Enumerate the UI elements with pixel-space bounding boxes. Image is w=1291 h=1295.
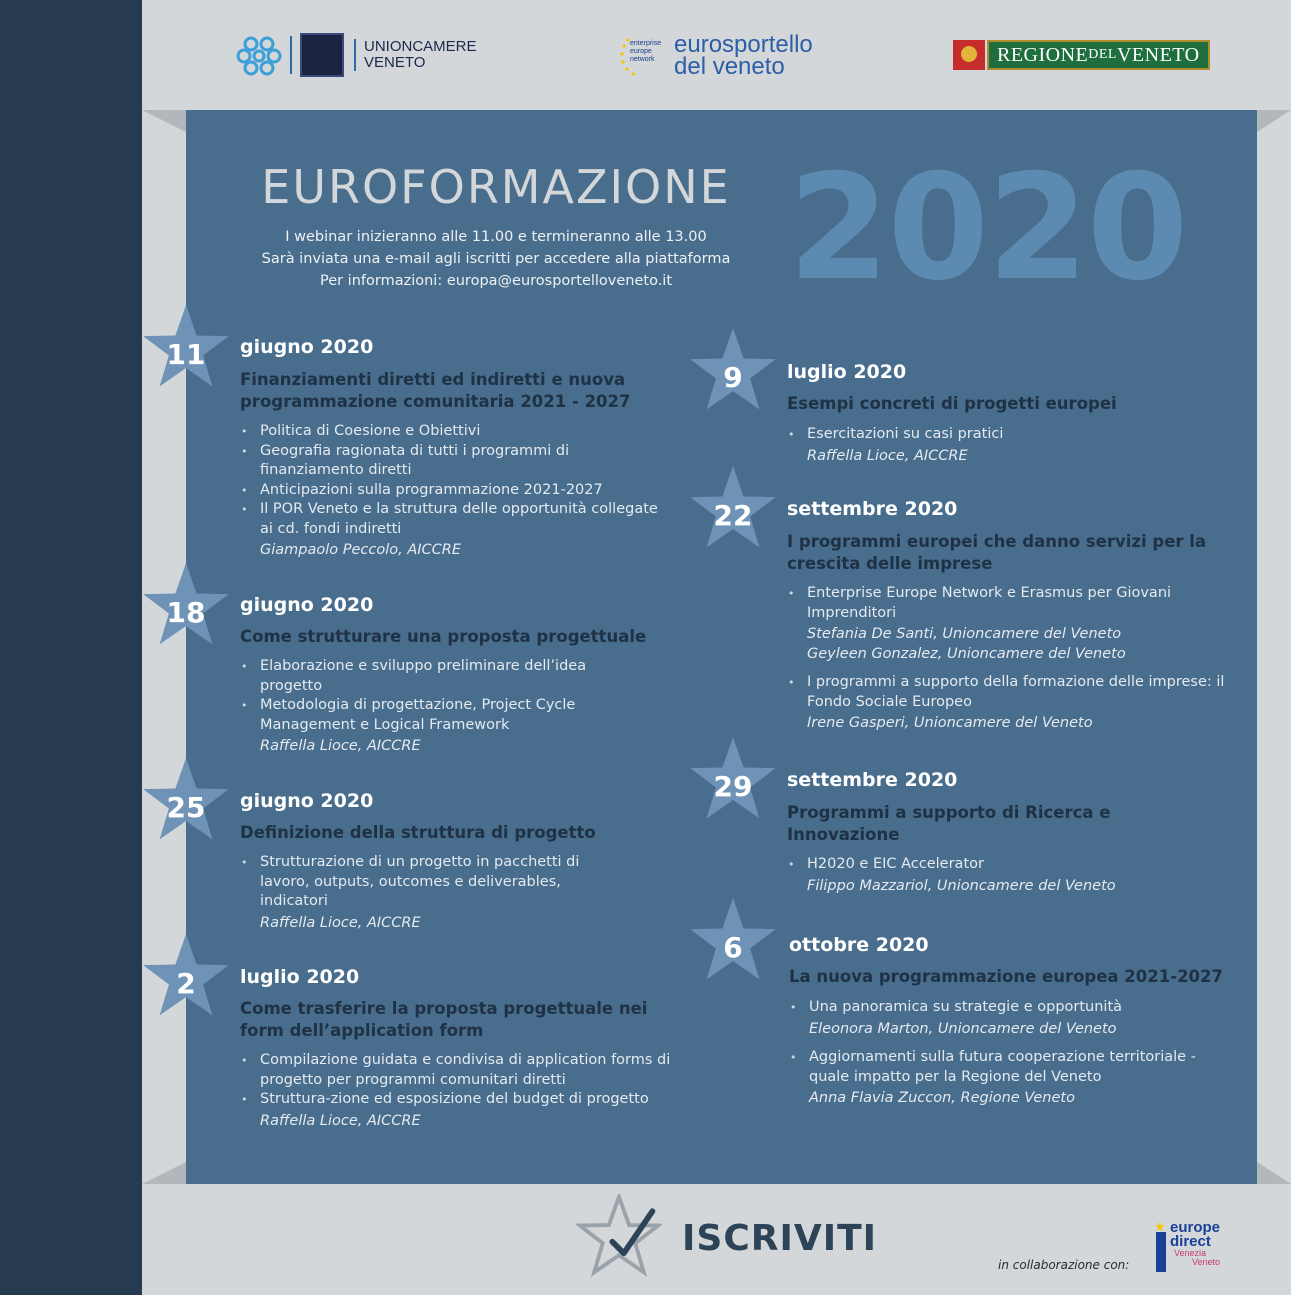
event-topics — [240, 657, 640, 757]
speaker: Raffella Lioce, AICCRE — [260, 1112, 421, 1129]
year-number: 2020 — [788, 143, 1187, 313]
info-line: I webinar inizieranno alle 11.00 e termineranno alle 13.00 — [285, 229, 707, 245]
een-line1: enterprise — [630, 40, 662, 47]
regione-veneto-logo[interactable] — [953, 40, 1210, 70]
unioncamere-swirl-icon — [236, 32, 282, 78]
een-line3: network — [630, 56, 655, 63]
event-day: 2 — [176, 966, 196, 1000]
event-day: 9 — [723, 360, 743, 394]
speaker: Eleonora Marton, Unioncamere del Veneto — [809, 1020, 1117, 1037]
topic-item: • Il POR Veneto e la struttura delle opportunità collegate ai cd. fondi indiretti — [240, 500, 660, 539]
regione-veneto-word: VENETO — [1116, 43, 1200, 66]
event-topics — [787, 584, 1227, 734]
event-title: Programmi a supporto di Ricerca e Innovazione — [787, 803, 1111, 844]
europe-direct-line2: direct — [1170, 1233, 1211, 1250]
spacer — [789, 1039, 1209, 1048]
logo-divider — [290, 36, 292, 74]
info-text — [186, 226, 806, 292]
shadow — [142, 1162, 186, 1184]
topic-item: • Compilazione guidata e condivisa di application forms di progetto per programmi comunitari diretti — [240, 1051, 685, 1090]
star-icon — [141, 758, 231, 848]
star-icon — [141, 934, 231, 1024]
topic-item: • Esercitazioni su casi pratici — [787, 425, 1217, 445]
event-title: Finanziamenti diretti ed indiretti e nuova programmazione comunitaria 2021 - 2027 — [240, 370, 631, 411]
topic-item: • Strutturazione di un progetto in pacchetti di lavoro, outputs, outcomes e deliverables, indicatori — [240, 853, 620, 912]
event-day: 22 — [713, 498, 753, 532]
speaker: Raffella Lioce, AICCRE — [807, 447, 968, 464]
topic-item: • Una panoramica su strategie e opportunità — [789, 998, 1209, 1018]
info-line: Per informazioni: europa@eurosportelloveneto.it — [319, 273, 673, 289]
page-title: EUROFORMAZIONE — [261, 160, 731, 214]
spacer — [787, 664, 1227, 673]
regione-word: REGIONE — [997, 43, 1089, 66]
speaker: Raffella Lioce, AICCRE — [260, 738, 421, 754]
topic-item: • Geografia ragionata di tutti i programmi di finanziamento diretti — [240, 442, 660, 481]
eurosportello-text — [674, 31, 813, 80]
europe-direct-line1: europe — [1170, 1219, 1221, 1236]
europe-direct-line3: Venezia — [1174, 1248, 1207, 1258]
event-date: giugno 2020 — [240, 336, 374, 358]
unioncamere-line1: UNIONCAMERE — [364, 38, 477, 55]
europe-direct-logo[interactable] — [1152, 1218, 1232, 1278]
event-title: Definizione della struttura di progetto — [240, 823, 596, 842]
topic-item: • Metodologia di progettazione, Project Cycle Management e Logical Framework — [240, 696, 640, 735]
shadow — [1257, 1162, 1291, 1184]
event-topics — [787, 425, 1217, 466]
unioncamere-line2: VENETO — [364, 54, 426, 71]
event-date: ottobre 2020 — [789, 934, 929, 956]
star-icon — [141, 563, 231, 653]
een-line2: europe — [630, 48, 652, 55]
speaker: Stefania De Santi, Unioncamere del Veneto — [807, 626, 1122, 642]
event-date: settembre 2020 — [787, 769, 958, 791]
topic-item: • Enterprise Europe Network e Erasmus per Giovani Imprenditori — [787, 584, 1227, 623]
speaker: Irene Gasperi, Unioncamere del Veneto — [807, 715, 1093, 731]
event-topics — [240, 1051, 685, 1131]
shadow — [1257, 110, 1291, 132]
regione-del: DEL — [1088, 47, 1117, 62]
event-date: giugno 2020 — [240, 594, 374, 616]
event-date: settembre 2020 — [787, 498, 958, 520]
event-day: 25 — [166, 790, 206, 824]
regione-band — [987, 40, 1210, 70]
eu-star-icon: ★ — [1154, 1220, 1166, 1235]
star-icon — [141, 305, 231, 395]
lion-emblem-icon — [300, 33, 344, 77]
topic-item: • Struttura-zione ed esposizione del budget di progetto — [240, 1090, 685, 1110]
europe-direct-line4: Veneto — [1192, 1257, 1221, 1267]
europe-direct-i-icon — [1156, 1232, 1166, 1272]
star-check-icon[interactable] — [576, 1194, 662, 1280]
unioncamere-logo[interactable] — [236, 30, 477, 80]
regione-flag-icon — [953, 40, 985, 70]
shadow — [142, 110, 186, 132]
eurosportello-line2: del veneto — [674, 53, 785, 80]
star-icon — [688, 328, 778, 418]
event-topics — [240, 853, 620, 933]
topic-item: • Anticipazioni sulla programmazione 2021-2027 — [240, 481, 660, 501]
star-icon — [688, 898, 778, 988]
collaboration-label: in collaborazione con: — [998, 1258, 1130, 1272]
speaker: Filippo Mazzariol, Unioncamere del Veneto — [807, 877, 1116, 894]
eurosportello-logo[interactable] — [618, 31, 813, 80]
topic-item: • Aggiornamenti sulla futura cooperazione territoriale - quale impatto per la Regione del Veneto — [789, 1048, 1209, 1087]
event-topics — [787, 855, 1227, 896]
event-day: 6 — [723, 930, 743, 964]
event-day: 11 — [166, 337, 206, 371]
een-logo — [618, 34, 668, 78]
unioncamere-text — [354, 39, 477, 71]
info-line: Sarà inviata una e-mail agli iscritti per accedere alla piattaforma — [261, 251, 731, 267]
event-topics — [789, 998, 1209, 1109]
subscribe-button[interactable]: ISCRIVITI — [682, 1218, 878, 1259]
speaker: Anna Flavia Zuccon, Regione Veneto — [809, 1090, 1075, 1106]
star-icon — [688, 737, 778, 827]
event-date: luglio 2020 — [240, 966, 360, 988]
event-title: La nuova programmazione europea 2021-2027 — [789, 967, 1224, 986]
event-topics — [240, 422, 660, 561]
speaker: Geyleen Gonzalez, Unioncamere del Veneto — [807, 645, 1126, 662]
event-title: I programmi europei che danno servizi per la crescita delle imprese — [787, 532, 1207, 573]
topic-item: • I programmi a supporto della formazione delle imprese: il Fondo Sociale Europeo — [787, 673, 1227, 712]
topic-item: • Politica di Coesione e Obiettivi — [240, 422, 660, 442]
eurosportello-line1: eurosportello — [674, 31, 813, 58]
event-date: luglio 2020 — [787, 361, 907, 383]
event-title: Come strutturare una proposta progettuale — [240, 627, 647, 646]
topic-item: • H2020 e EIC Accelerator — [787, 855, 1227, 875]
event-day: 29 — [713, 769, 753, 803]
event-date: giugno 2020 — [240, 790, 374, 812]
speaker: Giampaolo Peccolo, AICCRE — [260, 542, 462, 558]
event-title: Esempi concreti di progetti europei — [787, 394, 1117, 413]
speaker: Raffella Lioce, AICCRE — [260, 914, 421, 931]
event-title: Come trasferire la proposta progettuale nei form dell’application form — [240, 999, 648, 1040]
event-day: 18 — [166, 595, 206, 629]
topic-item: • Elaborazione e sviluppo preliminare dell’idea progetto — [240, 657, 640, 696]
star-icon — [688, 466, 778, 556]
